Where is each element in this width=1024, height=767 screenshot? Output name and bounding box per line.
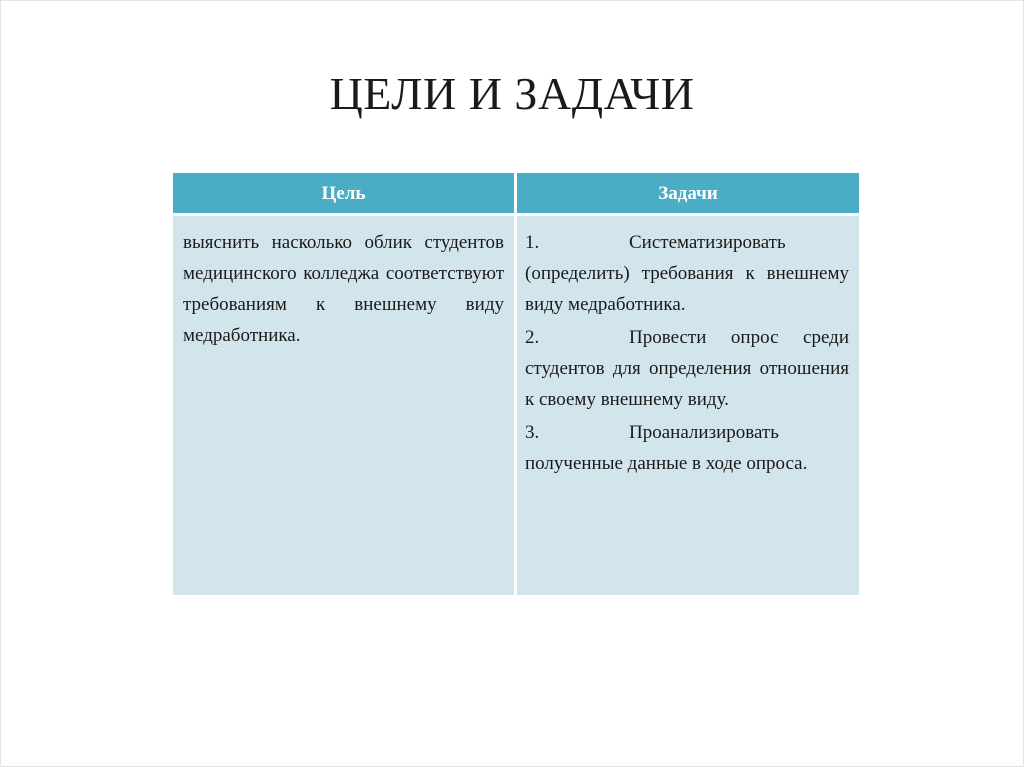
task-number: 1. — [525, 232, 540, 253]
goals-tasks-table — [173, 173, 859, 595]
task-item-2 — [525, 322, 849, 415]
task-text: Провести опрос среди студентов для определения отношения к своему внешнему виду. — [525, 327, 849, 410]
goal-text: выяснить насколько облик студентов медицинского колледжа соответствуют требованиям к внешнему виду медработника. — [183, 232, 504, 346]
task-text: Проанализировать полученные данные в ходе опроса. — [525, 422, 808, 474]
task-number: 2. — [525, 327, 540, 348]
header-tasks: Задачи — [517, 173, 859, 213]
goal-cell — [173, 216, 514, 595]
task-item-1 — [525, 227, 849, 320]
task-number: 3. — [525, 422, 540, 443]
task-item-3 — [525, 417, 849, 479]
slide-title: ЦЕЛИ И ЗАДАЧИ — [329, 68, 695, 119]
task-text: Систематизировать (определить) требования к внешнему виду медработника. — [525, 232, 849, 315]
header-goal: Цель — [173, 173, 514, 213]
tasks-cell — [517, 216, 859, 595]
